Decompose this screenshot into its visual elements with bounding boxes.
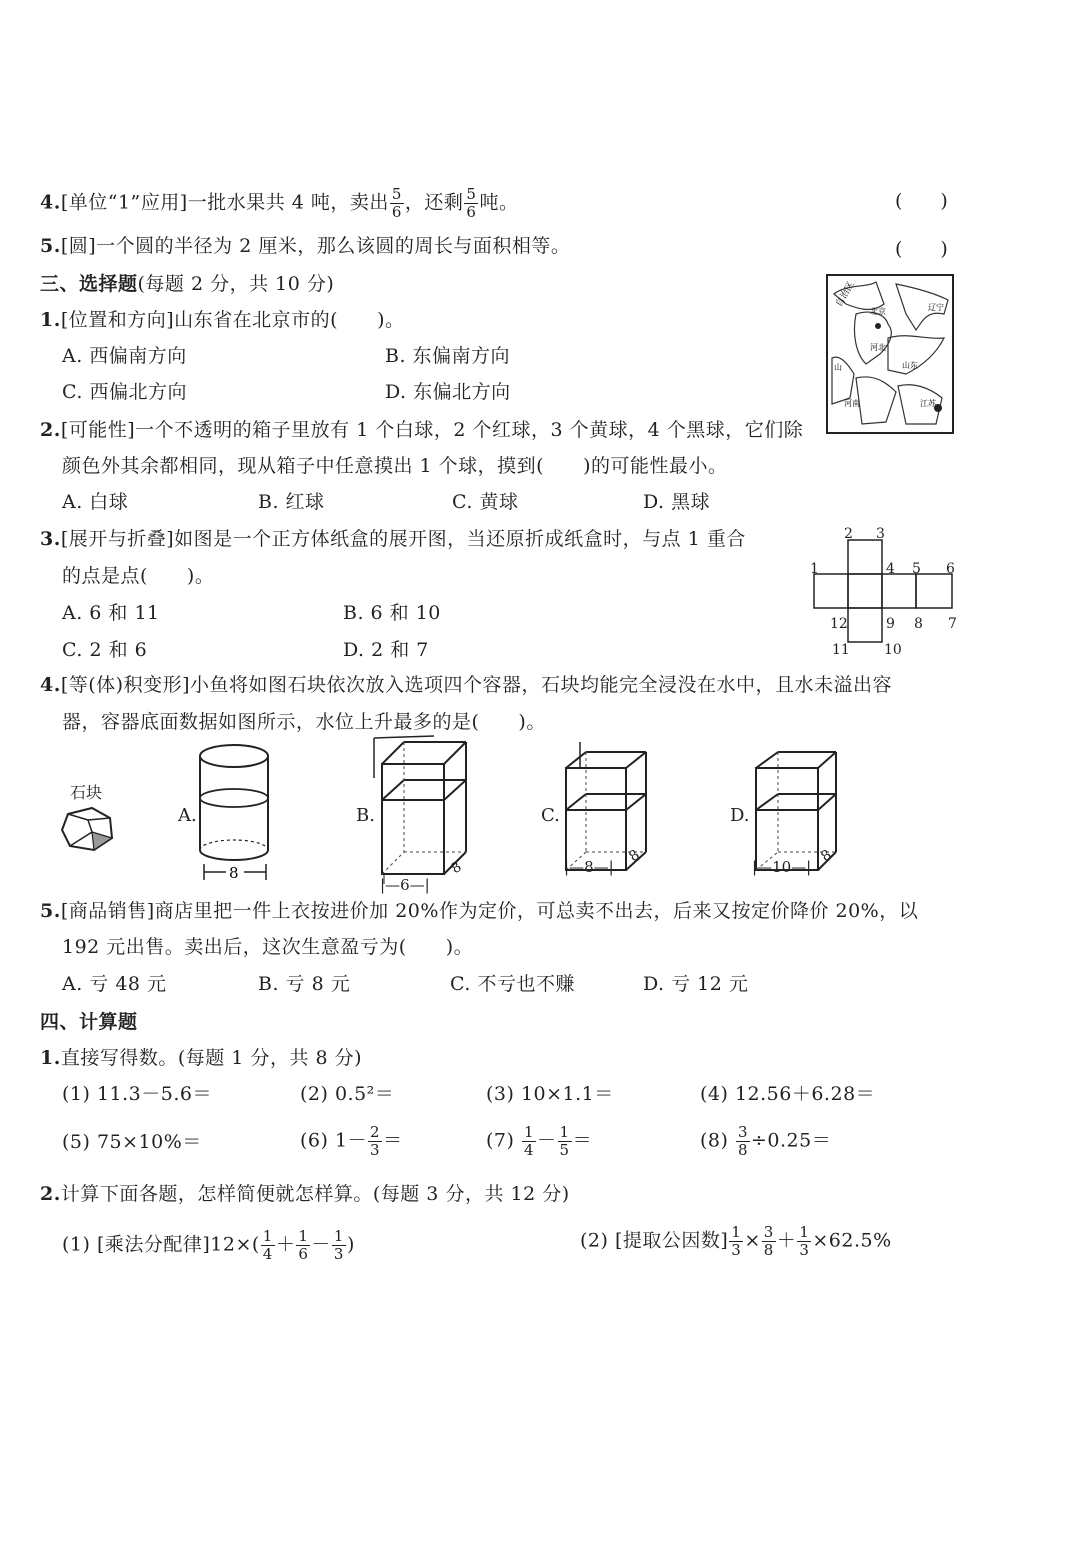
- net-label: 1: [810, 561, 819, 577]
- option[interactable]: B. 亏 8 元: [258, 973, 351, 995]
- option[interactable]: D. 黑球: [643, 491, 711, 513]
- dim-d-depth: 8: [818, 846, 835, 866]
- container-label[interactable]: B.: [356, 805, 375, 826]
- calc-item: (8) $\frac{3}{8}$ ÷0.25＝: [700, 1123, 832, 1159]
- option[interactable]: D. 东偏北方向: [385, 381, 511, 403]
- answer-paren[interactable]: ( ): [895, 238, 948, 260]
- dim-b-depth: 8: [448, 858, 465, 878]
- choice-q3: 3.[展开与折叠]如图是一个正方体纸盒的展开图，当还原折成纸盒时，与点 1 重合: [40, 528, 746, 550]
- container-label[interactable]: A.: [178, 805, 197, 826]
- stone-figure: [58, 804, 118, 852]
- net-label: 9: [886, 616, 895, 632]
- map-label: 北京: [870, 307, 886, 316]
- option[interactable]: C. 黄球: [452, 491, 519, 513]
- choice-q4-line2: 器，容器底面数据如图所示，水位上升最多的是( )。: [62, 711, 546, 733]
- option[interactable]: D. 2 和 7: [343, 639, 429, 661]
- option[interactable]: C. 不亏也不赚: [450, 973, 575, 995]
- judge-q4: 4.[单位“1”应用]一批水果共 4 吨，卖出 $\frac{5}{6}$ ，还剩 $\frac{5}{6}$ 吨。: [40, 185, 519, 221]
- map-label: 山东: [902, 361, 918, 370]
- net-label: 4: [886, 561, 895, 577]
- calc-problem-1: (1) [乘法分配律]12×( $\frac{1}{4}$ ＋ $\frac{1}{6}$ － $\frac{1}{3}$ ): [62, 1227, 355, 1263]
- option[interactable]: C. 2 和 6: [62, 639, 148, 661]
- container-a-cylinder: [196, 742, 280, 886]
- calc-q2: 2.计算下面各题，怎样简便就怎样算。(每题 3 分，共 12 分): [40, 1183, 570, 1205]
- dim-d-width: |—10—|: [752, 858, 812, 876]
- map-label: 江苏: [920, 399, 936, 408]
- net-label: 6: [946, 561, 955, 577]
- dim-c-depth: 8: [626, 846, 643, 866]
- option[interactable]: A. 6 和 11: [62, 602, 160, 624]
- net-label: 5: [912, 561, 921, 577]
- container-label[interactable]: C.: [541, 805, 560, 826]
- option[interactable]: B. 红球: [258, 491, 325, 513]
- option[interactable]: A. 白球: [62, 491, 129, 513]
- choice-q5: 5.[商品销售]商店里把一件上衣按进价加 20%作为定价，可总卖不出去，后来又按定价降价 20%，以: [40, 900, 919, 922]
- map-label: 辽宁: [928, 303, 944, 312]
- option[interactable]: A. 亏 48 元: [62, 973, 167, 995]
- option[interactable]: A. 西偏南方向: [62, 345, 187, 367]
- container-label[interactable]: D.: [730, 805, 750, 826]
- choice-q2: 2.[可能性]一个不透明的箱子里放有 1 个白球，2 个红球，3 个黄球，4 个黑球，它们除: [40, 419, 804, 441]
- calc-problem-2: (2) [提取公因数] $\frac{1}{3}$ × $\frac{3}{8}$ ＋ $\frac{1}{3}$ ×62.5%: [580, 1223, 892, 1259]
- choice-q4: 4.[等(体)积变形]小鱼将如图石块依次放入选项四个容器，石块均能完全浸没在水中，且水未溢出容: [40, 674, 893, 696]
- calc-item: (2) 0.5²＝: [300, 1083, 395, 1105]
- container-b-box: [374, 724, 484, 884]
- map-label: 山: [834, 363, 842, 372]
- section-title-choice: 三、选择题(每题 2 分，共 10 分): [40, 273, 335, 295]
- calc-item: (6) 1－ $\frac{2}{3}$ ＝: [300, 1123, 403, 1159]
- calc-item: (3) 10×1.1＝: [486, 1083, 614, 1105]
- calc-item: (1) 11.3－5.6＝: [62, 1083, 212, 1105]
- choice-q1: 1.[位置和方向]山东省在北京市的( )。: [40, 309, 405, 331]
- answer-paren[interactable]: ( ): [895, 190, 948, 212]
- section-title-calc: 四、计算题: [40, 1011, 138, 1033]
- fraction: $\frac{5}{6}$: [466, 185, 477, 221]
- map-label: 自治区: [834, 280, 857, 309]
- net-label: 2: [844, 526, 853, 542]
- option[interactable]: B. 6 和 10: [343, 602, 441, 624]
- net-label: 3: [876, 526, 885, 542]
- net-label: 12: [830, 616, 848, 632]
- map-label: 河南: [844, 399, 860, 408]
- calc-q1: 1.直接写得数。(每题 1 分，共 8 分): [40, 1047, 363, 1069]
- choice-q3-line2: 的点是点( )。: [62, 565, 215, 587]
- choice-q2-line2: 颜色外其余都相同，现从箱子中任意摸出 1 个球，摸到( )的可能性最小。: [62, 455, 728, 477]
- stone-label: 石块: [70, 783, 103, 802]
- net-label: 8: [914, 616, 923, 632]
- option[interactable]: B. 东偏南方向: [385, 345, 511, 367]
- calc-item: (7) $\frac{1}{4}$ － $\frac{1}{5}$ ＝: [486, 1123, 593, 1159]
- option[interactable]: C. 西偏北方向: [62, 381, 187, 403]
- option[interactable]: D. 亏 12 元: [643, 973, 749, 995]
- fraction: $\frac{5}{6}$: [391, 185, 402, 221]
- dim-b-width: |—6—|: [380, 876, 430, 894]
- dim-label: 8: [229, 864, 239, 882]
- calc-item: (5) 75×10%＝: [62, 1131, 202, 1153]
- map-figure: [826, 274, 954, 434]
- net-label: 11: [832, 642, 850, 658]
- net-label: 7: [948, 616, 957, 632]
- choice-q5-line2: 192 元出售。卖出后，这次生意盈亏为( )。: [62, 936, 474, 958]
- judge-q5: 5.[圆]一个圆的半径为 2 厘米，那么该圆的周长与面积相等。: [40, 235, 571, 257]
- net-label: 10: [884, 642, 902, 658]
- map-label: 河北: [870, 343, 886, 352]
- cube-net-figure: [806, 526, 966, 660]
- dim-c-width: |—8—|: [564, 858, 614, 876]
- calc-item: (4) 12.56＋6.28＝: [700, 1083, 876, 1105]
